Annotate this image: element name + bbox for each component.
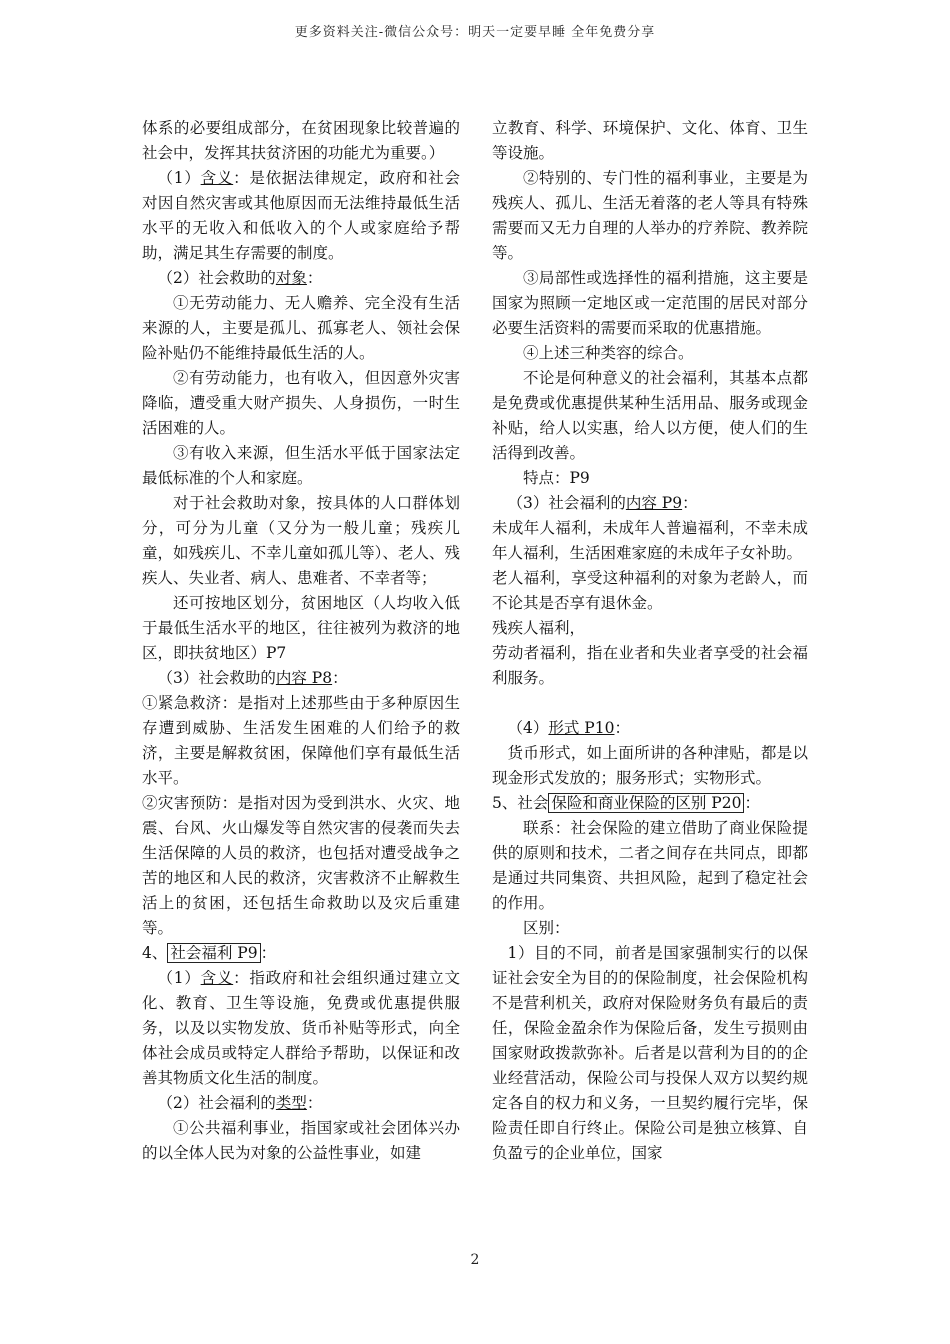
elderly-welfare: 老人福利，享受这种福利的对象为老龄人，而不论其是否享有退休金。 [492, 569, 808, 612]
underlined-term: 形式 P10 [548, 719, 615, 737]
welfare-type-4: ④上述三种类容的综合。 [523, 344, 694, 362]
difference-purpose: 1）目的不同，前者是国家强制实行的以保证社会安全为目的的保险制度，社会保险机构不是营利机关，政府对保险财务负有最后的责任，保险金盈余作为保险后备，发生亏损则由国家财政拨款弥补。后者是以营利为目的的企业经营活动，保险公司与投保人双方以契约规定各自的权力和义务，一旦契约履行完毕，保险责任即自行终止。保险公司是独立核算、自负盈亏的企业单位，国家 [492, 944, 808, 1162]
insurance-difference-label: 区别： [523, 919, 570, 937]
underlined-term: 内容 P9 [625, 494, 683, 512]
underlined-term: 类型 [275, 1094, 307, 1112]
page-header: 更多资料关注-微信公众号：明天一定要早睡 全年免费分享 [294, 25, 656, 40]
relief-object-1: ①无劳动能力、无人赡养、完全没有生活来源的人，主要是孤儿、孤寡老人、领社会保险补贴仍不能维持最低生活的人。 [142, 294, 460, 362]
boxed-term: 社会福利 P9 [167, 943, 260, 963]
left-para-1: 体系的必要组成部分，在贫困现象比较普遍的社会中，发挥其扶贫济困的功能尤为重要。） [142, 119, 460, 162]
welfare-definition: （1）含义：指政府和社会组织通过建立文化、教育、卫生等设施，免费或优惠提供服务，以及以实物发放、货币补贴等形式，向全体社会成员或特定人群给予帮助，以保证和改善其物质文化生活的制度。 [142, 969, 460, 1087]
relief-definition: （1）含义：是依据法律规定，政府和社会对因自然灾害或其他原因而无法维持最低生活水平的无收入和低收入的个人或家庭给予帮助，满足其生存需要的制度。 [142, 169, 460, 262]
relief-object-2: ②有劳动能力，也有收入，但因意外灾害降临，遭受重大财产损失、人身损伤，一时生活困难的人。 [142, 369, 460, 437]
welfare-type-3: ③局部性或选择性的福利措施，这主要是国家为照顾一定地区或一定范围的居民对部分必要生活资料的需要而采取的优惠措施。 [492, 269, 808, 337]
insurance-difference-heading: 5、社会 保险和商业保险的区别 P20 ： [492, 794, 760, 812]
spacer [492, 691, 808, 716]
welfare-content-heading: （3）社会福利的内容 P9： [507, 494, 698, 512]
welfare-forms: 货币形式，如上面所讲的各种津贴，都是以现金形式发放的；服务形式；实物形式。 [492, 744, 808, 787]
relief-objects-heading: （2）社会救助的对象： [157, 269, 323, 287]
welfare-forms-heading: （4）形式 P10： [507, 719, 630, 737]
relief-object-3: ③有收入来源，但生活水平低于国家法定最低标准的个人和家庭。 [142, 444, 460, 487]
relief-content-heading: （3）社会救助的内容 P8： [157, 669, 348, 687]
disaster-prevention: ②灾害预防：是指对因为受到洪水、火灾、地震、台风、火山爆发等自然灾害的侵袭而失去生活保障的人员的救济，也包括对遭受战争之苦的地区和人民的救济，灾害救济不止解救生活上的贫困，还包括生命救助以及灾后重建等。 [142, 794, 460, 937]
relief-regions: 还可按地区划分，贫困地区（人均收入低于最低生活水平的地区，往往被列为救济的地区，即扶贫地区）P7 [142, 594, 460, 662]
underlined-term: 内容 P8 [275, 669, 333, 687]
right-para-1: 立教育、科学、环境保护、文化、体育、卫生等设施。 [492, 119, 808, 162]
welfare-type-2: ②特别的、专门性的福利事业，主要是为残疾人、孤儿、生活无着落的老人等具有特殊需要而又无力自理的人举办的疗养院、教养院等。 [492, 169, 808, 262]
right-column [492, 116, 808, 1166]
minor-welfare: 未成年人福利，未成年人普遍福利，不幸未成年人福利，生活困难家庭的未成年子女补助。 [492, 519, 808, 562]
welfare-types-heading: （2）社会福利的类型： [157, 1094, 323, 1112]
underlined-term: 含义 [200, 969, 234, 987]
welfare-basics: 不论是何种意义的社会福利，其基本点都是免费或优惠提供某种生活用品、服务或现金补贴，给人以实惠，给人以方便，使人们的生活得到改善。 [492, 369, 808, 462]
relief-population-groups: 对于社会救助对象，按具体的人口群体划分，可分为儿童（又分为一般儿童；残疾儿童，如残疾儿、不幸儿童如孤儿等）、老人、残疾人、失业者、病人、患难者、不幸者等； [142, 494, 460, 587]
underlined-term: 含义 [200, 169, 234, 187]
page-number: 2 [470, 1252, 480, 1268]
worker-welfare: 劳动者福利，指在业者和失业者享受的社会福利服务。 [492, 644, 808, 687]
emergency-relief: ①紧急救济：是指对上述那些由于多种原因生存遭到威胁、生活发生困难的人们给予的救济，主要是解救贫困，保障他们享有最低生活水平。 [142, 694, 460, 787]
welfare-features: 特点：P9 [523, 469, 590, 487]
underlined-term: 对象 [275, 269, 307, 287]
welfare-type-1: ①公共福利事业，指国家或社会团体兴办的以全体人民为对象的公益性事业，如建 [142, 1119, 460, 1162]
social-welfare-heading: 4、 社会福利 P9 ： [142, 944, 277, 962]
disabled-welfare: 残疾人福利， [492, 619, 586, 637]
insurance-connection: 联系：社会保险的建立借助了商业保险提供的原则和技术，二者之间存在共同点，即都是通过共同集资、共担风险，起到了稳定社会的作用。 [492, 819, 808, 912]
boxed-term: 保险和商业保险的区别 P20 [548, 793, 744, 813]
left-column [142, 116, 460, 1166]
